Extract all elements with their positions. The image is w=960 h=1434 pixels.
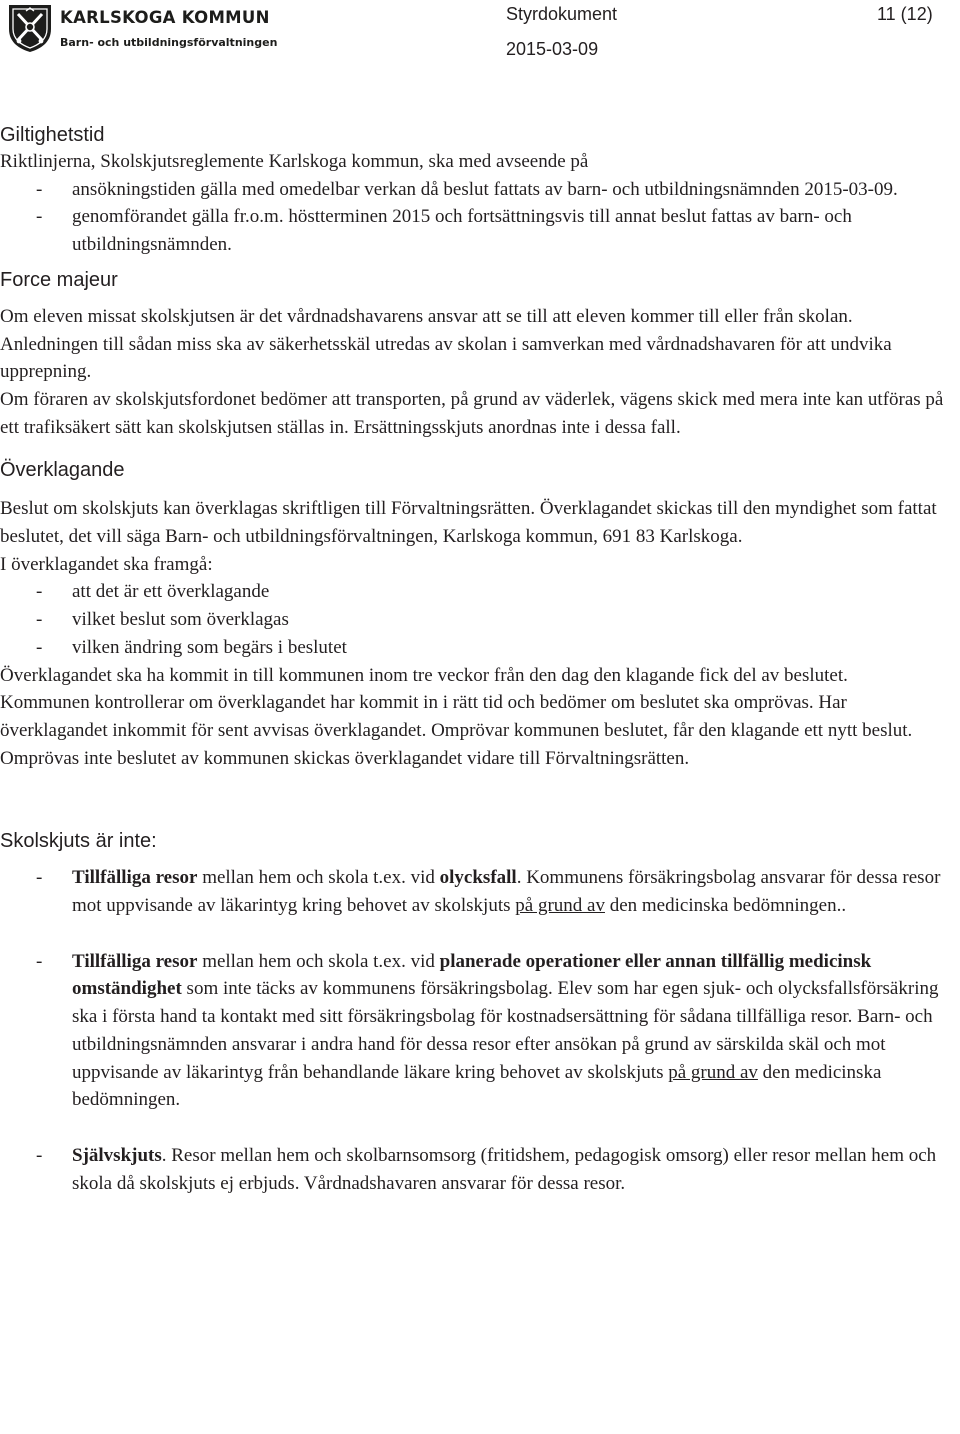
list-dash: - (36, 1144, 43, 1166)
item-text: som inte täcks av kommunens försäkringsbolag. Elev som har egen sjuk- och olycksfallsförsäkring ska i första hand ta kontakt med sitt försäkringsbolag för kostnadsersättning för sådana tillfälliga resor. Barn- och utbildningsnämnden ansvarar i andra hand för dessa resor efter ansökan på grund av särskilda skäl och mot uppvisande av läkarintyg från behandlande läkare kring behovet av skolskjuts (72, 978, 939, 1083)
appeal-paragraph: Överklagandet ska ha kommit in till kommunen inom tre veckor från den dag den klagande fick del av beslutet. (0, 664, 848, 686)
org-name: KARLSKOGA KOMMUN (60, 8, 270, 27)
department-name: Barn- och utbildningsförvaltningen (60, 36, 278, 49)
list-item (0, 634, 952, 662)
list-item-text: att det är ett överklagande (72, 581, 270, 603)
coat-of-arms-icon (6, 3, 54, 53)
list-item-text (72, 864, 952, 919)
header-logo (0, 0, 290, 56)
list-item-text (72, 948, 952, 1114)
page-number: 11 (12) (877, 4, 933, 24)
list-item (0, 606, 952, 634)
appeal-paragraph: Beslut om skolskjuts kan överklagas skriftligen till Förvaltningsrätten. Överklagandet skickas till den myndighet som fattat beslutet, det vill säga Barn- och utbildningsförvaltningen, Karlskoga kommun, 691 83 Karlskoga. (0, 498, 937, 548)
item-text: . Resor mellan hem och skolbarnsomsorg (fritidshem, pedagogisk omsorg) eller resor mellan hem och skola då skolskjuts ej erbjuds. Vårdnadshavaren ansvarar för dessa resor. (72, 1144, 937, 1194)
bold-term: Självskjuts (72, 1144, 162, 1166)
document-date: 2015-03-09 (506, 39, 599, 59)
list-dash: - (36, 950, 43, 972)
force-paragraph: Om föraren av skolskjutsfordonet bedömer att transporten, på grund av väderlek, vägens skick med mera inte kan utföras på ett trafiksäkert sätt kan skolskjutsen ställas in. Ersättningsskjuts anordnas inte i dessa fall. (0, 388, 944, 438)
list-item (0, 1142, 952, 1197)
list-item (0, 864, 952, 919)
bold-term: Tillfälliga resor (72, 950, 198, 972)
section-heading-appeal: Överklagande (0, 459, 125, 482)
appeal-list-intro: I överklagandet ska framgå: (0, 553, 213, 575)
list-item (0, 203, 952, 258)
item-text: . Kommunens försäkringsbolag ansvarar för dessa resor mot uppvisande av läkarintyg kring behovet av skolskjuts (72, 867, 941, 917)
underlined-text: på grund av (515, 895, 605, 917)
list-item (0, 578, 952, 606)
underlined-text: på grund av (668, 1061, 758, 1083)
list-item-text: vilket beslut som överklagas (72, 609, 289, 631)
list-item (0, 176, 952, 204)
validity-intro: Riktlinjerna, Skolskjutsreglemente Karlskoga kommun, ska med avseende på (0, 151, 589, 172)
force-paragraph: Om eleven missat skolskjutsen är det vårdnadshavarens ansvar att se till att eleven kommer till eller från skolan. Anledningen till sådan miss ska av säkerhetsskäl utredas av skolan i samverkan med vårdnadshavaren för att undvika upprepning. (0, 305, 892, 383)
list-item-text (72, 1142, 952, 1197)
list-dash: - (36, 178, 43, 200)
list-dash: - (36, 206, 43, 228)
list-dash: - (36, 581, 43, 603)
list-item-text: ansökningstiden gälla med omedelbar verkan då beslut fattats av barn- och utbildningsnämnden 2015-03-09. (72, 178, 898, 200)
bold-term: planerade operationer eller annan tillfällig medicinsk omständighet (72, 950, 872, 1000)
list-dash: - (36, 609, 43, 631)
list-item-text: vilken ändring som begärs i beslutet (72, 636, 347, 658)
list-dash: - (36, 636, 43, 658)
bold-term: olycksfall (439, 867, 517, 889)
document-type: Styrdokument (506, 4, 618, 24)
list-dash: - (36, 867, 43, 889)
section-heading-validity: Giltighetstid (0, 124, 105, 146)
item-text: mellan hem och skola t.ex. vid (197, 950, 440, 972)
list-item-text: genomförandet gälla fr.o.m. höstterminen 2015 och fortsättningsvis till annat beslut fattas av barn- och utbildningsnämnden. (72, 206, 852, 256)
list-item (0, 948, 952, 1114)
item-text: mellan hem och skola t.ex. vid (197, 867, 440, 889)
appeal-paragraph: Kommunen kontrollerar om överklagandet har kommit in i rätt tid och bedömer om beslutet ska omprövas. Har överklagandet inkommit för sent avvisas överklagandet. Omprövar kommunen beslutet, får den klagande ett nytt beslut. Omprövas inte beslutet av kommunen skickas överklagandet vidare till Förvaltningsrätten. (0, 692, 913, 769)
bold-term: Tillfälliga resor (72, 867, 198, 889)
section-heading-not-school-transport: Skolskjuts är inte: (0, 830, 157, 853)
item-text: den medicinska bedömningen.. (604, 895, 847, 917)
section-heading-force-majeur: Force majeur (0, 268, 118, 291)
document-body (0, 122, 952, 1197)
item-text: den medicinska bedömningen. (72, 1061, 882, 1111)
